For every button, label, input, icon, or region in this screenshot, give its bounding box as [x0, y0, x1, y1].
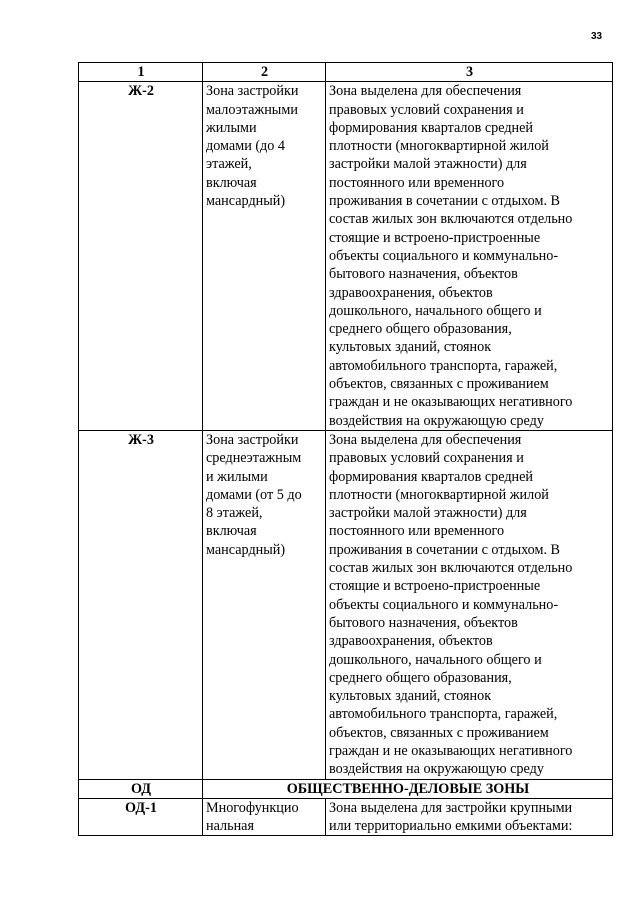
text-line: объекты социального и коммунально-	[329, 247, 559, 264]
text-line: проживания в сочетании с отдыхом. В	[329, 541, 561, 558]
text-line: состав жилых зон включаются отдельно	[329, 560, 573, 577]
text-line: застройки малой этажности) для	[329, 505, 527, 522]
zone-name	[203, 430, 326, 779]
table-row	[79, 82, 613, 431]
text-line: культовых зданий, стоянок	[329, 688, 492, 705]
text-line: мансардный)	[206, 541, 286, 558]
zone-name	[203, 82, 326, 431]
section-code: ОД	[79, 779, 203, 798]
text-line: проживания в сочетании с отдыхом. В	[329, 193, 561, 210]
zoning-table	[78, 62, 613, 836]
text-line: граждан и не оказывающих негативного	[329, 394, 573, 411]
text-line: 8 этажей,	[206, 505, 263, 522]
text-line: домами (от 5 до	[206, 486, 302, 503]
text-line: граждан и не оказывающих негативного	[329, 742, 573, 759]
text-line: жилыми	[206, 119, 257, 136]
page-number: 33	[591, 31, 603, 42]
text-line: среднеэтажным	[206, 450, 302, 467]
text-line: объектов, связанных с проживанием	[329, 724, 549, 741]
text-line: домами (до 4	[206, 138, 286, 155]
text-line: или территориально емкими объектами:	[329, 818, 573, 835]
zone-name	[203, 798, 326, 836]
text-line: воздействия на окружающую среду	[329, 412, 544, 429]
text-line: постоянного или временного	[329, 174, 505, 191]
text-line: стоящие и встроено-пристроенные	[329, 578, 541, 595]
text-line: Многофункцио	[206, 799, 299, 816]
text-line: плотности (многоквартирной жилой	[329, 138, 549, 155]
zone-code: ОД-1	[79, 798, 203, 836]
text-line: мансардный)	[206, 193, 286, 210]
text-line: плотности (многоквартирной жилой	[329, 486, 549, 503]
text-line: Зона застройки	[206, 83, 299, 100]
text-line: Зона выделена для обеспечения	[329, 83, 522, 100]
text-line: включая	[206, 174, 257, 191]
text-line: здравоохранения, объектов	[329, 633, 493, 650]
zone-code: Ж-2	[79, 82, 203, 431]
text-line: малоэтажными	[206, 101, 298, 118]
text-line: автомобильного транспорта, гаражей,	[329, 357, 558, 374]
table-header-row	[79, 63, 613, 82]
text-line: объектов, связанных с проживанием	[329, 376, 549, 393]
text-line: Зона застройки	[206, 431, 299, 448]
text-line: правовых условий сохранения и	[329, 101, 524, 118]
text-line: состав жилых зон включаются отдельно	[329, 211, 573, 228]
zone-description	[326, 798, 613, 836]
table-row	[79, 430, 613, 779]
text-line: Зона выделена для обеспечения	[329, 431, 522, 448]
text-line: бытового назначения, объектов	[329, 266, 518, 283]
column-header-2: 2	[203, 63, 326, 82]
text-line: включая	[206, 523, 257, 540]
zone-code: Ж-3	[79, 430, 203, 779]
section-title: ОБЩЕСТВЕННО-ДЕЛОВЫЕ ЗОНЫ	[203, 779, 613, 798]
text-line: объекты социального и коммунально-	[329, 596, 559, 613]
zone-description	[326, 430, 613, 779]
column-header-1: 1	[79, 63, 203, 82]
text-line: и жилыми	[206, 468, 268, 485]
table-row	[79, 798, 613, 836]
text-line: этажей,	[206, 156, 252, 173]
text-line: правовых условий сохранения и	[329, 450, 524, 467]
text-line: воздействия на окружающую среду	[329, 761, 544, 778]
text-line: формирования кварталов средней	[329, 468, 534, 485]
text-line: дошкольного, начального общего и	[329, 651, 542, 668]
text-line: стоящие и встроено-пристроенные	[329, 229, 541, 246]
text-line: среднего общего образования,	[329, 669, 512, 686]
text-line: Зона выделена для застройки крупными	[329, 799, 573, 816]
text-line: культовых зданий, стоянок	[329, 339, 492, 356]
text-line: формирования кварталов средней	[329, 119, 534, 136]
text-line: постоянного или временного	[329, 523, 505, 540]
text-line: застройки малой этажности) для	[329, 156, 527, 173]
text-line: автомобильного транспорта, гаражей,	[329, 706, 558, 723]
text-line: дошкольного, начального общего и	[329, 302, 542, 319]
section-row	[79, 779, 613, 798]
text-line: здравоохранения, объектов	[329, 284, 493, 301]
column-header-3: 3	[326, 63, 613, 82]
zone-description	[326, 82, 613, 431]
text-line: бытового назначения, объектов	[329, 614, 518, 631]
text-line: среднего общего образования,	[329, 321, 512, 338]
text-line: нальная	[206, 818, 254, 835]
